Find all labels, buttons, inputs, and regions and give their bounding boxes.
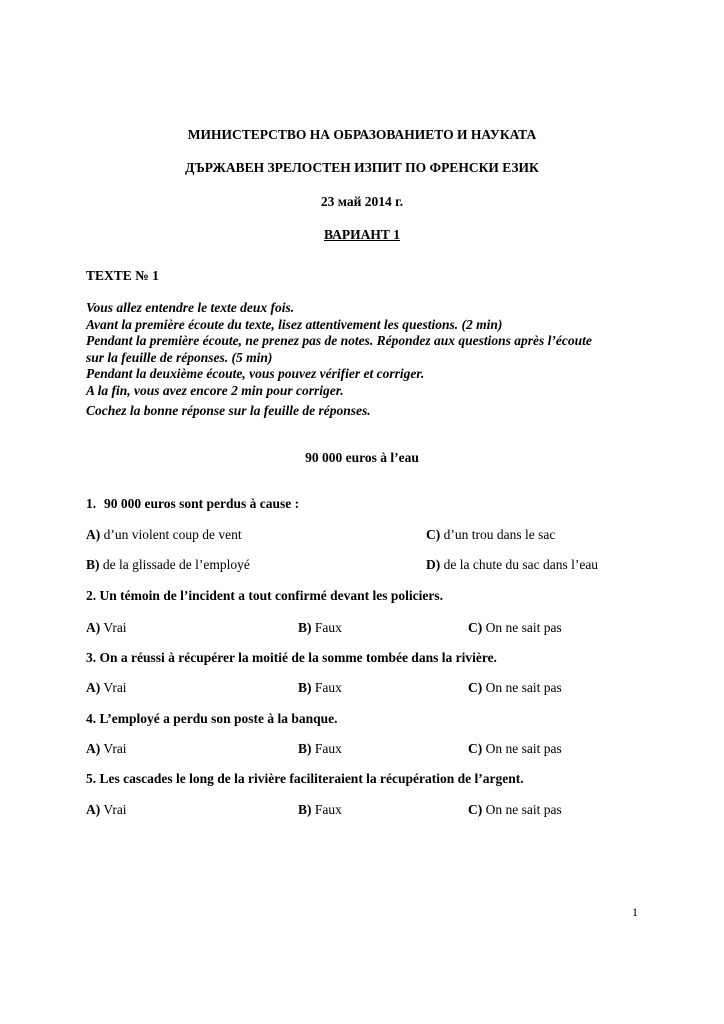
option-text: de la chute du sac dans l’eau	[440, 557, 599, 572]
q5-option-b	[298, 802, 342, 818]
q4-option-c	[468, 741, 562, 757]
instruction-line: Pendant la première écoute, ne prenez pas de notes. Répondez aux questions après l’écoute	[86, 333, 592, 348]
q5-option-c	[468, 802, 562, 818]
text-title: 90 000 euros à l’eau	[305, 450, 419, 465]
question-2-text: 2. Un témoin de l’incident a tout confirmé devant les policiers.	[86, 588, 443, 603]
option-label: B)	[86, 557, 100, 572]
q4-option-b	[298, 741, 342, 757]
option-label: C)	[468, 802, 483, 817]
instruction-line: Vous allez entendre le texte deux fois.	[86, 300, 295, 315]
option-label: B)	[298, 680, 312, 695]
option-text: Vrai	[100, 620, 127, 635]
q5-option-a	[86, 802, 127, 818]
instruction-line: Pendant la deuxième écoute, vous pouvez vérifier et corriger.	[86, 366, 425, 381]
instructions	[86, 300, 646, 399]
option-label: A)	[86, 802, 101, 817]
q3-option-a	[86, 680, 127, 696]
q1-option-a	[86, 527, 242, 543]
exam-title: ДЪРЖАВЕН ЗРЕЛОСТЕН ИЗПИТ ПО ФРЕНСКИ ЕЗИК	[185, 160, 539, 175]
q2-option-b	[298, 620, 342, 636]
question-3-text: 3. On a réussi à récupérer la moitié de la somme tombée dans la rivière.	[86, 650, 497, 665]
instruction-line: A la fin, vous avez encore 2 min pour corriger.	[86, 382, 344, 398]
option-text: Faux	[311, 620, 342, 635]
option-text: On ne sait pas	[482, 802, 562, 817]
q3-option-c	[468, 680, 562, 696]
option-text: d’un trou dans le sac	[440, 527, 556, 542]
variant-label: ВАРИАНТ 1	[323, 227, 401, 242]
option-label: A)	[86, 680, 101, 695]
option-label: D)	[426, 557, 441, 572]
q3-option-b	[298, 680, 342, 696]
option-label: C)	[426, 527, 441, 542]
option-text: Faux	[311, 802, 342, 817]
section-title: TEXTE № 1	[86, 268, 159, 283]
question-4-text: 4. L’employé a perdu son poste à la banque.	[86, 711, 338, 726]
q1-option-b	[86, 557, 250, 573]
option-text: Vrai	[100, 680, 127, 695]
option-text: Vrai	[100, 802, 127, 817]
option-label: A)	[86, 620, 101, 635]
question-5-text: 5. Les cascades le long de la rivière faciliteraient la récupération de l’argent.	[86, 771, 524, 786]
page-number: 1	[632, 905, 638, 919]
q1-option-c	[426, 527, 555, 543]
option-label: A)	[86, 741, 101, 756]
question-1-text: 90 000 euros sont perdus à cause :	[104, 496, 300, 511]
instruction-line: Avant la première écoute du texte, lisez attentivement les questions. (2 min)	[86, 316, 503, 332]
q4-option-a	[86, 741, 127, 757]
instruction-line: sur la feuille de réponses. (5 min)	[86, 349, 273, 365]
q1-option-d	[426, 557, 598, 573]
ministry-title: МИНИСТЕРСТВО НА ОБРАЗОВАНИЕТО И НАУКАТА	[187, 127, 537, 142]
option-text: On ne sait pas	[482, 680, 562, 695]
q2-option-a	[86, 620, 127, 636]
option-text: On ne sait pas	[482, 620, 562, 635]
option-label: B)	[298, 741, 312, 756]
variant-title	[0, 227, 724, 243]
option-text: Faux	[311, 680, 342, 695]
option-label: C)	[468, 741, 483, 756]
option-text: Vrai	[100, 741, 127, 756]
question-1-number: 1.	[86, 496, 97, 511]
option-label: C)	[468, 680, 483, 695]
option-label: C)	[468, 620, 483, 635]
option-label: A)	[86, 527, 101, 542]
q2-option-c	[468, 620, 562, 636]
option-label: B)	[298, 802, 312, 817]
option-label: B)	[298, 620, 312, 635]
option-text: Faux	[311, 741, 342, 756]
option-text: On ne sait pas	[482, 741, 562, 756]
instruction-final: Cochez la bonne réponse sur la feuille de réponses.	[86, 403, 371, 418]
option-text: de la glissade de l’employé	[99, 557, 250, 572]
option-text: d’un violent coup de vent	[100, 527, 242, 542]
exam-date: 23 май 2014 г.	[320, 194, 404, 209]
